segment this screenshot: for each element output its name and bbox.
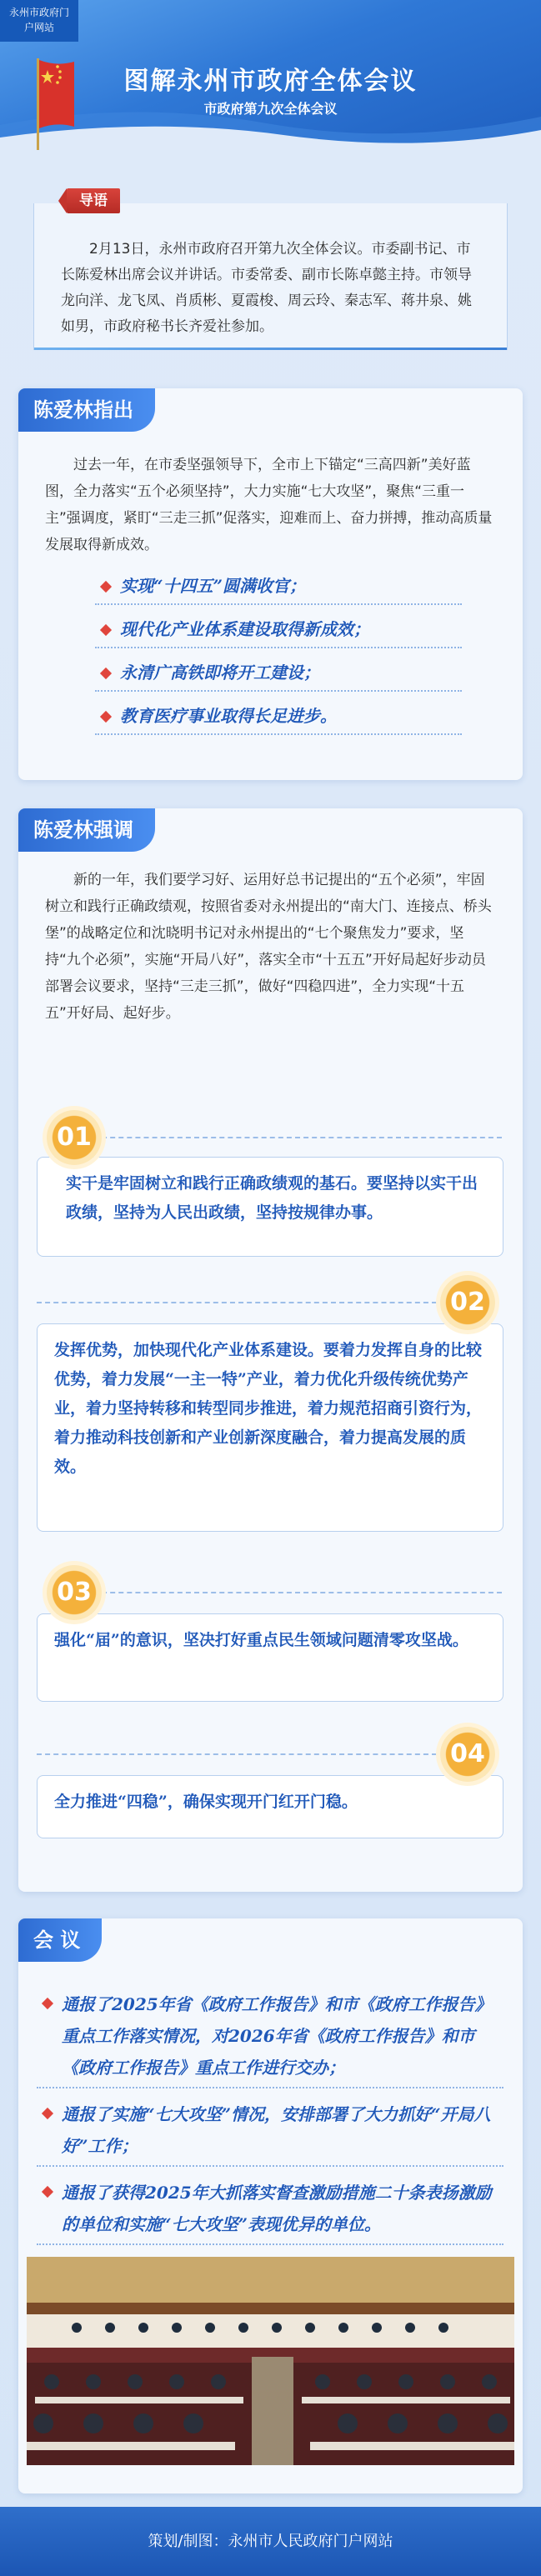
point-number-badge: 03 xyxy=(47,1565,102,1620)
page-subtitle: 市政府第九次全体会议 xyxy=(203,101,338,117)
point-number-badge: 04 xyxy=(440,1727,495,1782)
page-title: 图解永州市政府全体会议 xyxy=(123,67,418,96)
list-item: 现代化产业体系建设取得新成效； xyxy=(95,615,462,648)
section-text: 新的一年，我们要学习好、运用好总书记提出的“五个必须”，牢固树立和践行正确政绩观，按照省委对永州提出的“南大门、连接点、桥头堡”的战略定位和沈晓明书记对永州提出的“七个聚焦发力”要求，坚持“九个必须”，实施“开局八好”，落实全市“十五五”开好局起好步动员部署会议要求，坚持“三走三抓”，做好“四稳四进”，全力实现“十五五”开好局、起好步。 xyxy=(45,872,492,1022)
intro-tag: 导语 xyxy=(67,188,120,213)
point-number-badge: 02 xyxy=(440,1275,495,1330)
meeting-hall-illustration xyxy=(27,2257,514,2465)
intro-text: 2月13日，永州市政府召开第九次全体会议。市委副书记、市长陈爱林出席会议并讲话。市委常委、副市长陈卓懿主持。市领导龙向洋、龙飞凤、肖质彬、夏霞梭、周云玲、秦志军、蒋井泉、姚如男，市政府秘书长齐爱社参加。 xyxy=(61,241,472,335)
point-divider xyxy=(93,1137,502,1138)
list-item: 实现“十四五”圆满收官； xyxy=(95,572,462,605)
list-item: 永清广高铁即将开工建设； xyxy=(95,658,462,692)
point-number-badge: 01 xyxy=(47,1110,102,1165)
point-divider xyxy=(37,1302,437,1303)
meeting-list xyxy=(37,1988,503,2255)
section-tag: 陈爱林指出 xyxy=(18,388,155,432)
list-item: 通报了获得2025年大抓落实督查激励措施二十条表扬激励的单位和实施“七大攻坚”表现优异的单位。 xyxy=(37,2177,503,2245)
section-chen-emphasized xyxy=(18,808,523,1892)
meeting-photo xyxy=(27,2257,514,2465)
point-card-03: 强化“届”的意识，坚决打好重点民生领域问题清零攻坚战。 xyxy=(37,1613,503,1702)
intro-box xyxy=(33,203,508,350)
section-chen-pointed-out xyxy=(18,388,523,780)
list-item: 通报了实施“七大攻坚”情况，安排部署了大力抓好“开局八好”工作； xyxy=(37,2098,503,2167)
list-item: 通报了2025年省《政府工作报告》和市《政府工作报告》重点工作落实情况，对2026年省《政府工作报告》和市《政府工作报告》重点工作进行交办； xyxy=(37,1988,503,2088)
point-card-02: 发挥优势，加快现代化产业体系建设。要着力发挥自身的比较优势，着力发展“一主一特”产业，着力优化升级传统优势产业，着力坚持转移和转型同步推进，着力规范招商引资行为，着力推动科技创新和产业创新深度融合，着力提高发展的质效。 xyxy=(37,1323,503,1532)
header-banner xyxy=(0,0,541,150)
section-text: 过去一年，在市委坚强领导下，全市上下锚定“三高四新”美好蓝图，全力落实“五个必须坚持”，大力实施“七大攻坚”，聚焦“三重一主”强调度，紧盯“三走三抓”促落实，迎难而上、奋力拼搏，推动高质量发展取得新成效。 xyxy=(45,457,493,553)
point-divider xyxy=(93,1592,502,1593)
point-card-04: 全力推进“四稳”，确保实现开门红开门稳。 xyxy=(37,1775,503,1838)
site-badge[interactable]: 永州市政府门户网站 xyxy=(0,0,78,42)
point-divider xyxy=(37,1753,437,1755)
list-item: 教育医疗事业取得长足进步。 xyxy=(95,702,462,735)
footer-credit: 策划/制图：永州市人民政府门户网站 xyxy=(0,2507,541,2576)
point-card-01: 实干是牢固树立和践行正确政绩观的基石。要坚持以实干出政绩，坚持为人民出政绩，坚持按规律办事。 xyxy=(37,1157,503,1257)
section-tag: 会 议 xyxy=(18,1918,102,1962)
achievement-list xyxy=(95,572,462,735)
section-tag: 陈爱林强调 xyxy=(18,808,155,852)
